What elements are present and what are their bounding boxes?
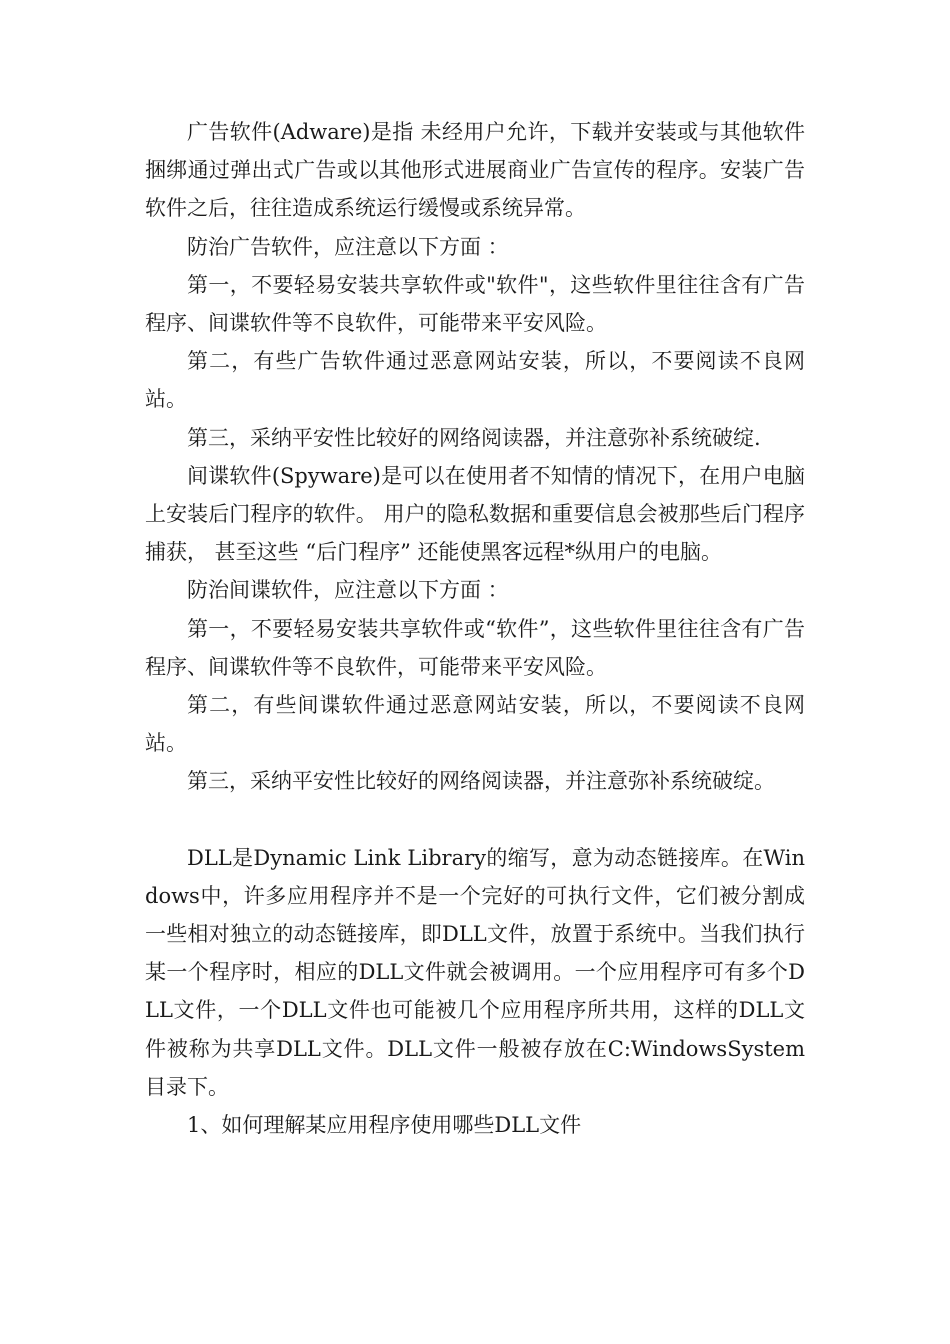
paragraph-spyware-prevention-heading: 防治间谍软件，应注意以下方面 ： — [187, 578, 509, 603]
paragraph-spyware-tip-1: 第一，不要轻易安装共享软件或“软件”，这些软件里往往含有广告程序、间谍软件等不良软件，可能带来平安风险。 — [145, 616, 805, 679]
paragraph-spyware-tip-2: 第二，有些间谍软件通过恶意网站安装，所以，不要阅读不良网站。 — [145, 693, 805, 756]
section-spacer — [145, 801, 805, 839]
paragraph-adware-tip-2: 第二，有些广告软件通过恶意网站安装，所以，不要阅读不良网站。 — [145, 349, 805, 412]
paragraph-spyware-tip-3: 第三，采纳平安性比较好的网络阅读器，并注意弥补系统破绽。 — [187, 769, 775, 794]
paragraph-adware-prevention-heading: 防治广告软件，应注意以下方面 ： — [187, 234, 509, 259]
paragraph-spyware-definition: 间谍软件(Spyware)是可以在使用者不知情的情况下，在用户电脑上安装后门程序的软件。 用户的隐私数据和重要信息会被那些后门程序捕获， 甚至这些 “后门程序” 还能使黑客远程*纵用户的电脑。 — [145, 463, 805, 565]
paragraph-adware-tip-1: 第一，不要轻易安装共享软件或"软件"，这些软件里往往含有广告程序、间谍软件等不良软件，可能带来平安风险。 — [145, 272, 805, 336]
paragraph-adware-definition: 广告软件(Adware)是指 未经用户允许，下载并安装或与其他软件捆绑通过弹出式广告或以其他形式进展商业广告宣传的程序。安装广告软件之后，往往造成系统运行缓慢或系统异常。 — [145, 120, 805, 221]
paragraph-adware-tip-3: 第三，采纳平安性比较好的网络阅读器，并注意弥补系统破绽. — [187, 425, 761, 450]
paragraph-dll-question-1: 1、如何理解某应用程序使用哪些DLL文件 — [187, 1113, 582, 1138]
document-body — [145, 113, 805, 1144]
paragraph-dll-definition: DLL是Dynamic Link Library的缩写，意为动态链接库。在Windows中，许多应用程序并不是一个完好的可执行文件，它们被分割成一些相对独立的动态链接库，即DLL文件，放置于系统中。当我们执行某一个程序时，相应的DLL文件就会被调用。一个应用程序可有多个DLL文件，一个DLL文件也可能被几个应用程序所共用，这样的DLL文件被称为共享DLL文件。DLL文件一般被存放在C:WindowsSystem目录下。 — [145, 845, 805, 1099]
